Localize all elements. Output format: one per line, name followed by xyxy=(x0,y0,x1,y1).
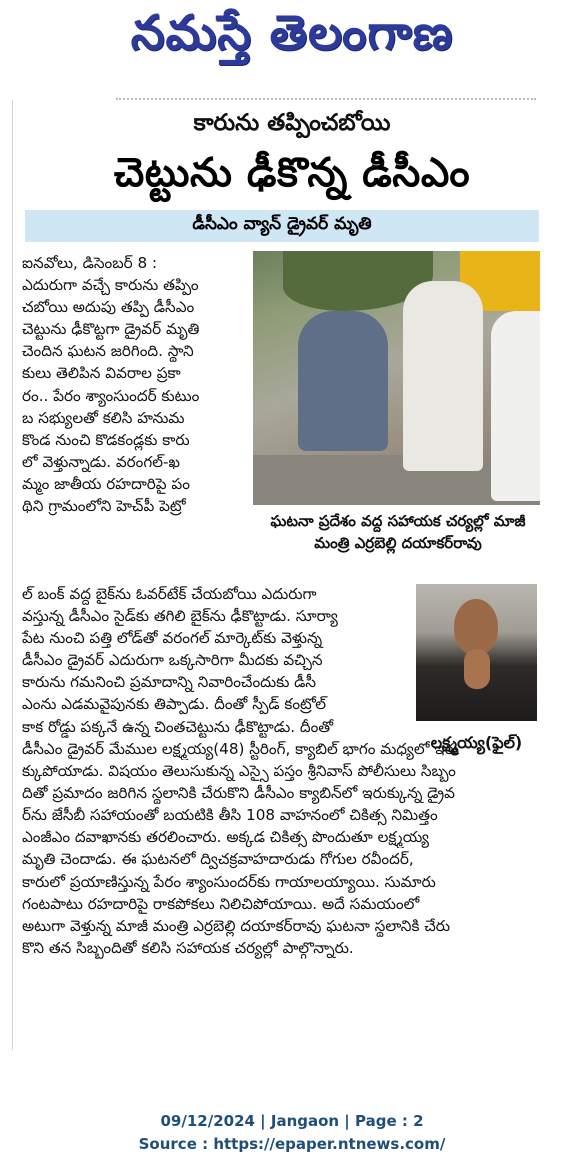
body-line: థిని గ్రామంలోని హెచ్‌పీ పెట్రో xyxy=(22,497,186,516)
newspaper-logo: నమస్తే తెలంగాణ xyxy=(130,5,454,61)
folded-hands-shape xyxy=(464,649,490,689)
column-rule xyxy=(12,100,13,1050)
victim-portrait-photo xyxy=(416,584,537,721)
body-line: చెందిన ఘటన జరిగింది. స్థాని xyxy=(22,342,194,361)
body-line: లో వెళ్తున్నాడు. వరంగల్-ఖ xyxy=(22,452,180,471)
article-headline: చెట్టును ఢీకొన్న డీసీఎం xyxy=(113,150,471,196)
body-line: రం.. పేరం శ్యాంసుందర్ కుటుం xyxy=(22,386,200,405)
portrait-caption: లక్ష్మయ్య(ఫైల్) xyxy=(430,733,523,752)
body-line: డీసీఎం డ్రైవర్ మేముల లక్ష్మయ్య(48) స్టీరింగ్, క్యాబిల్ భాగం మధ్యలో ఇరు xyxy=(22,740,460,758)
body-line: వస్తున్న డీసీఎం సైడ్‌కు తగిలి బైక్‌ను ఢీకొట్టాడు. సూర్యా xyxy=(22,607,338,626)
body-line: ఎదురుగా వచ్చే కారును తప్పిం xyxy=(22,276,199,295)
article-body-narrow xyxy=(22,252,248,517)
body-line: క్కుపోయాడు. విషయం తెలుసుకున్న ఎస్సై పస్తం శ్రీనివాస్ పోలీసులు సిబ్బం xyxy=(22,762,456,781)
body-line: కారులో ప్రయాణిస్తున్న పేరం శ్యాంసుందర్‌కు గాయాలయ్యాయి. సుమారు xyxy=(22,872,436,891)
body-line: కొండ నుంచి కొడకండ్లకు కారు xyxy=(22,430,190,449)
body-line: ఐనవోలు, డిసెంబర్ 8 : xyxy=(22,254,158,272)
face-shape xyxy=(454,599,498,655)
photo-caption: ఘటనా ప్రదేశం వద్ద సహాయక చర్యల్లో మాజీ మంత్రి ఎర్రబెల్లి దయాకర్‌రావు xyxy=(270,512,526,552)
body-line: దితో ప్రమాదం జరిగిన స్థలానికి చేరుకొని డీసీఎం క్యాబిన్‌లో ఇరుక్కున్న డ్రైవ xyxy=(22,784,455,803)
person-shape xyxy=(298,311,388,451)
body-line: మ్మం జాతీయ రహదారిపై పం xyxy=(22,474,190,493)
body-line: ఎంను ఎడమవైపునకు తిప్పాడు. దీంతో స్పీడ్ కంట్రోల్ xyxy=(22,695,327,714)
person-shape xyxy=(403,281,483,471)
masthead xyxy=(0,0,584,78)
article-body-mid xyxy=(22,583,407,738)
body-line: చబోయి అదుపు తప్పి డీసీఎం xyxy=(22,298,195,317)
accident-scene-photo xyxy=(253,251,540,505)
body-line: బ సభ్యులతో కలిసి హనుమ xyxy=(22,408,185,427)
article-subhead: డీసీఎం వ్యాన్ డ్రైవర్ మృతి xyxy=(25,210,539,242)
body-line: కారును గమనించి ప్రమాదాన్ని నివారించేందుకు డీసీ xyxy=(22,673,317,692)
body-line: ల్ బంక్ వద్ద బైక్‌ను ఓవర్‌టేక్ చేయబోయి ఎదురుగా xyxy=(22,585,317,603)
body-line: పేట నుంచి పత్తి లోడ్‌తో వరంగల్ మార్కెట్‌కు వెళ్తున్న xyxy=(22,629,323,648)
article-body-full xyxy=(22,738,542,959)
body-line: కొని తన సిబ్బందితో కలిసి సహాయక చర్యల్లో పాల్గొన్నారు. xyxy=(22,938,354,957)
body-line: కులు తెలిపిన వివరాల ప్రకా xyxy=(22,364,181,383)
body-line: ఎంజీఎం దవాఖానకు తరలించారు. అక్కడ చికిత్స పొందుతూ లక్ష్మయ్య xyxy=(22,828,430,847)
footer-date-page: 09/12/2024 | Jangaon | Page : 2 xyxy=(160,1112,424,1130)
clipping-edge xyxy=(116,98,536,104)
body-line: ర్‌ను జేసీబీ సహాయంతో బయటికి తీసి 108 వాహనంలో చికిత్స నిమిత్తం xyxy=(22,806,438,825)
body-line: కాక రోడ్డు పక్కనే ఉన్న చింతచెట్టును ఢీకొట్టాడు. దీంతో xyxy=(22,717,334,736)
body-line: చెట్టును ఢీకొట్టగా డ్రైవర్ మృతి xyxy=(22,320,200,339)
body-line: డీసీఎం డ్రైవర్ ఎదురుగా ఒక్కసారిగా మీదకు వచ్చిన xyxy=(22,651,323,670)
body-line: అటుగా వెళ్తున్న మాజీ మంత్రి ఎర్రబెల్లి దయాకర్‌రావు ఘటనా స్థలానికి చేరు xyxy=(22,916,450,935)
body-line: గంటపాటు రహదారిపై రాకపోకలు నిలిచిపోయాయి. అదే సమయంలో xyxy=(22,894,420,913)
person-shape xyxy=(491,311,540,501)
footer-source: Source : https://epaper.ntnews.com/ xyxy=(138,1135,446,1153)
body-line: మృతి చెందాడు. ఈ ఘటనలో ద్విచక్రవాహదారుడు గోగుల రవీందర్, xyxy=(22,850,414,869)
article-kicker: కారును తప్పించబోయి xyxy=(193,110,391,136)
